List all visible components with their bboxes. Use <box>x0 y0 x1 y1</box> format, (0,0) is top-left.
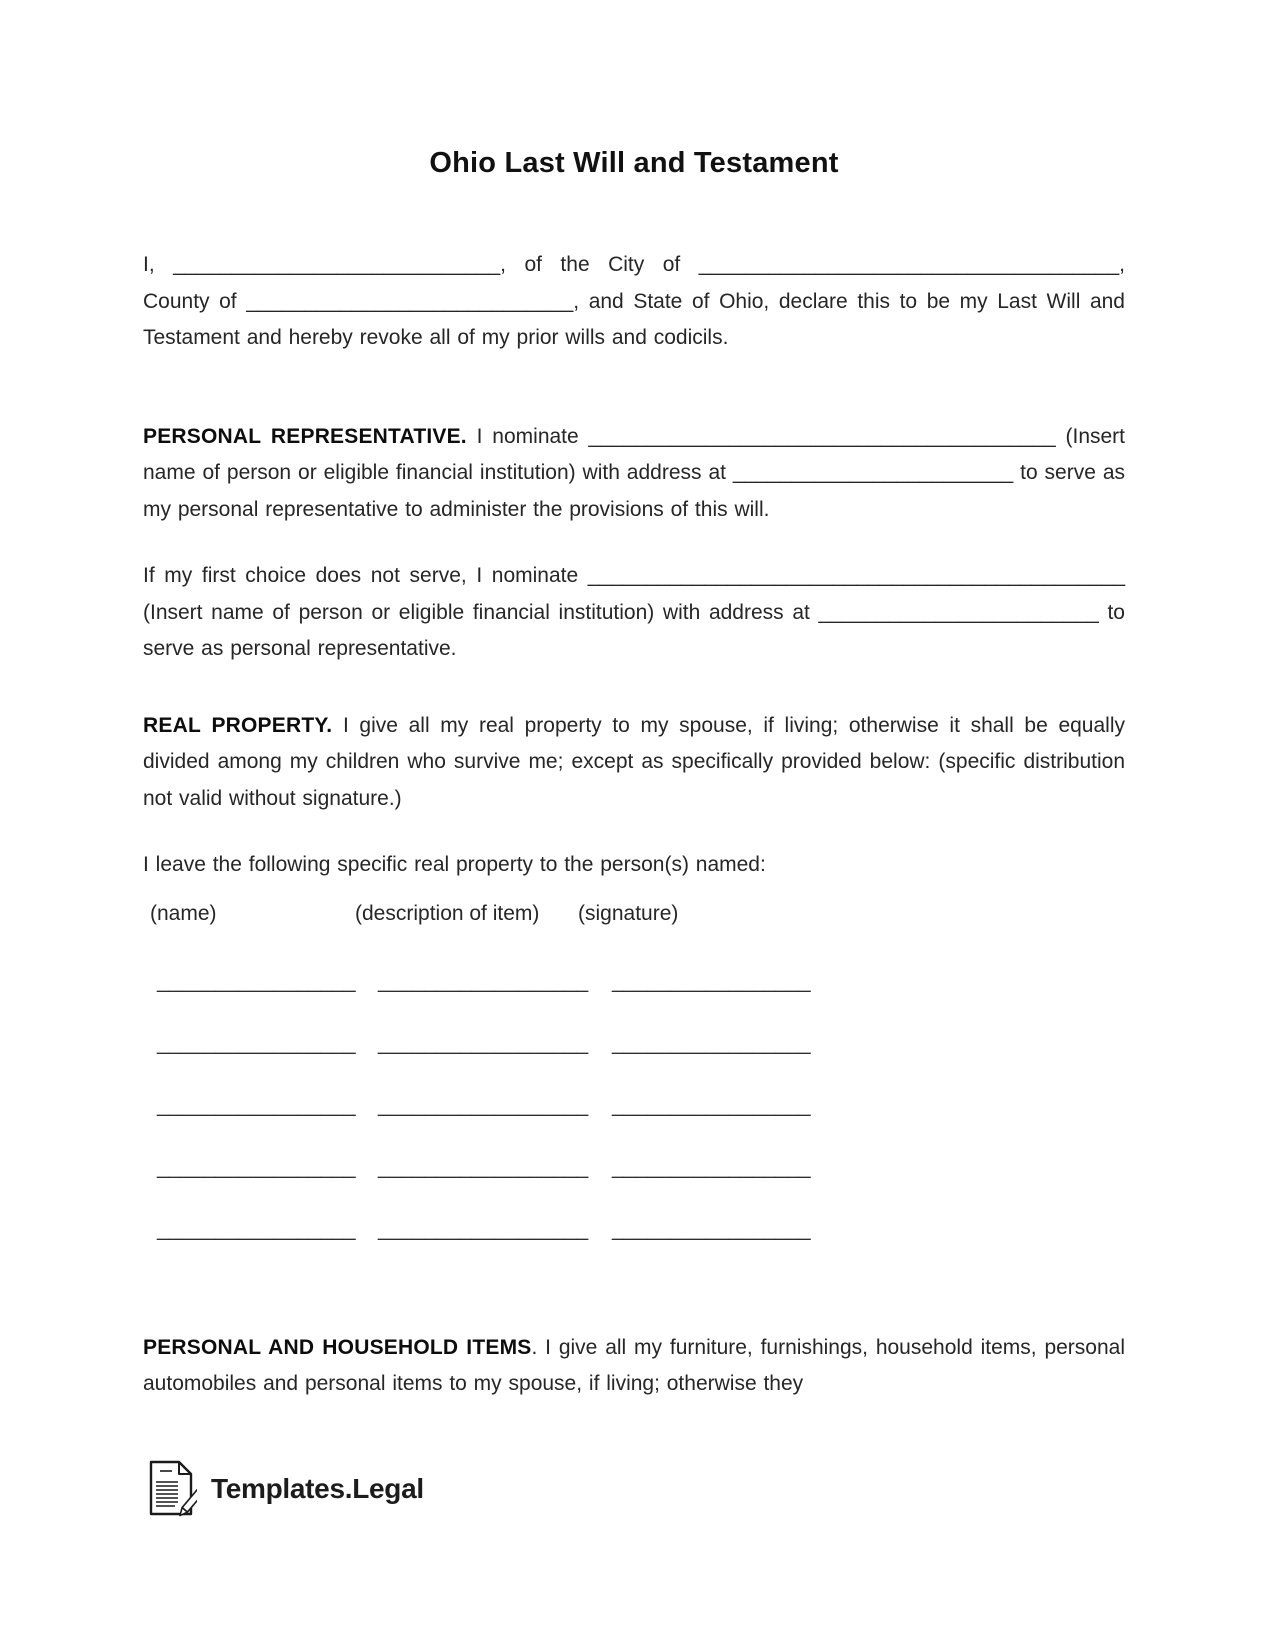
real-property-body: I give all my real property to my spouse, if living; otherwise it shall be equally divided among my children who survive me; except as specifically provided below: (specific distribution not valid without signature.) <box>143 713 1125 810</box>
column-header-name: (name) <box>150 901 217 925</box>
brand-name: Templates.Legal <box>211 1473 424 1504</box>
signature-blank-line: _________________ <box>612 1031 811 1055</box>
description-blank-line: __________________ <box>378 1093 589 1117</box>
real-property-heading: REAL PROPERTY. <box>143 713 333 737</box>
description-blank-line: __________________ <box>378 1217 589 1241</box>
personal-representative-body: I nominate ________________________________________ (Insert name of person or eligible financial institution) with address at ________________________ to serve as my personal representative to administer the provisions of this will. <box>143 424 1125 521</box>
signature-blank-line: _________________ <box>612 1217 811 1241</box>
name-blank-line: _________________ <box>157 1217 356 1241</box>
description-blank-line: __________________ <box>378 1031 589 1055</box>
alternate-representative-paragraph: If my first choice does not serve, I nominate ______________________________________________ (Insert name of person or eligible financial institution) with address at ________________________ to serve as personal representative. <box>143 564 1125 660</box>
personal-household-heading: PERSONAL AND HOUSEHOLD ITEMS <box>143 1335 532 1359</box>
table-header-row <box>143 896 1125 932</box>
intro-paragraph: I, ____________________________, of the City of ____________________________________, County of ____________________________, and State of Ohio, declare this to be my Last Will and Testament and hereby revoke all of my prior wills and codicils. <box>143 253 1125 349</box>
document-pencil-icon <box>147 1460 197 1518</box>
table-row <box>143 932 1125 994</box>
table-row <box>143 1118 1125 1180</box>
signature-blank-line: _________________ <box>612 1155 811 1179</box>
table-row <box>143 994 1125 1056</box>
signature-blank-line: _________________ <box>612 1093 811 1117</box>
name-blank-line: _________________ <box>157 1093 356 1117</box>
page-title: Ohio Last Will and Testament <box>429 147 839 179</box>
table-row <box>143 1056 1125 1118</box>
column-header-signature: (signature) <box>578 901 679 925</box>
footer-brand <box>147 1460 424 1518</box>
real-property-lead-in: I leave the following specific real property to the person(s) named: <box>143 853 766 876</box>
name-blank-line: _________________ <box>157 1155 356 1179</box>
personal-household-body: . I give all my furniture, furnishings, household items, personal automobiles and personal items to my spouse, if living; otherwise they <box>143 1335 1125 1395</box>
personal-representative-paragraph <box>143 419 1125 529</box>
name-blank-line: _________________ <box>157 969 356 993</box>
description-blank-line: __________________ <box>378 1155 589 1179</box>
column-header-description: (description of item) <box>355 901 540 925</box>
name-blank-line: _________________ <box>157 1031 356 1055</box>
personal-representative-heading: PERSONAL REPRESENTATIVE. <box>143 424 467 448</box>
real-property-paragraph <box>143 708 1125 818</box>
personal-household-paragraph <box>143 1330 1125 1403</box>
signature-blank-line: _________________ <box>612 969 811 993</box>
description-blank-line: __________________ <box>378 969 589 993</box>
real-property-table <box>143 896 1125 1242</box>
table-row <box>143 1180 1125 1242</box>
